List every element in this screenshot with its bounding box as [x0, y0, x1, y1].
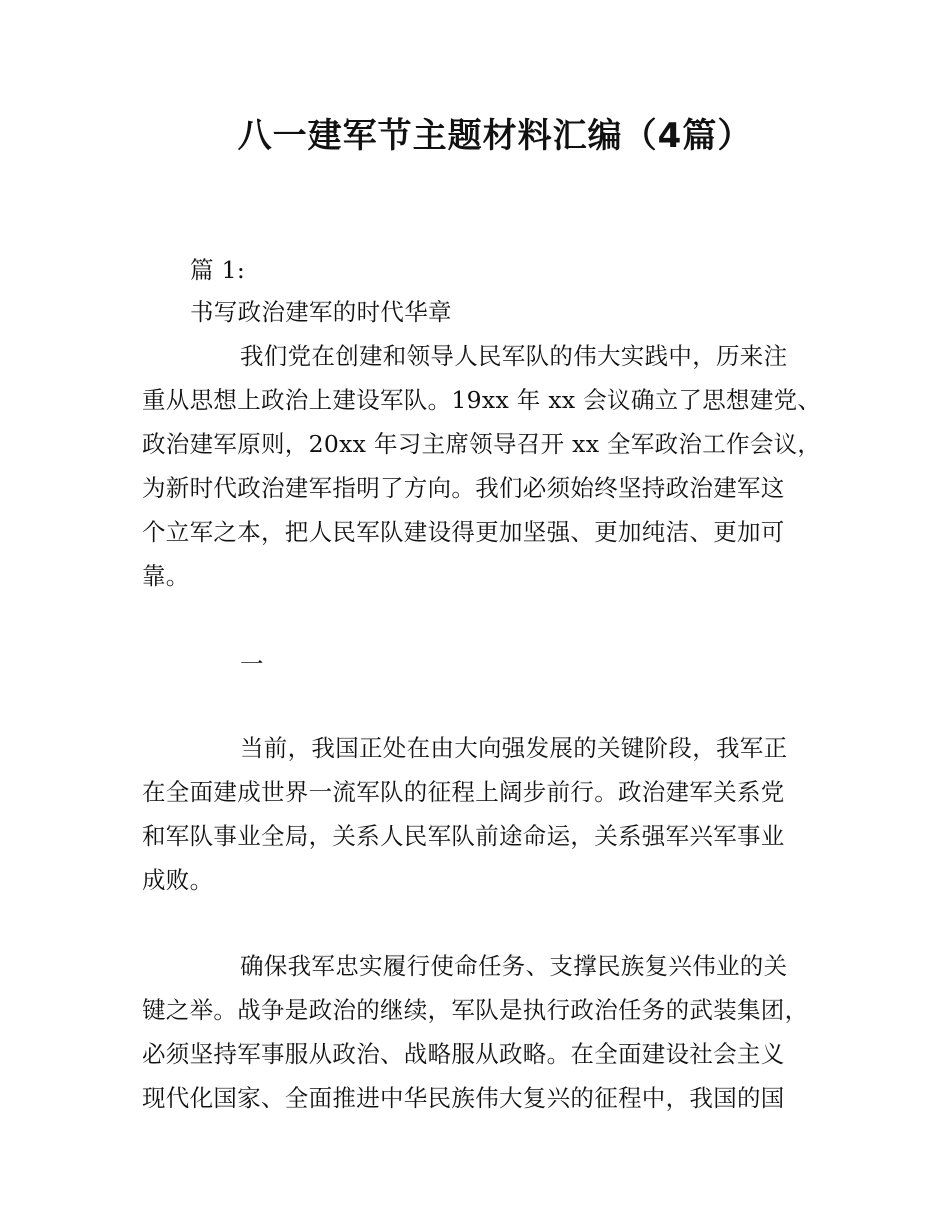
paragraph1-line: 靠。: [142, 562, 190, 590]
paragraph1-line: 政治建军原则，20xx 年习主席领导召开 xx 全军政治工作会议，: [142, 430, 822, 458]
paragraph2-line: 在全面建成世界一流军队的征程上阔步前行。政治建军关系党: [142, 778, 785, 806]
paragraph1-line: 我们党在创建和领导人民军队的伟大实践中，历来注: [240, 342, 788, 370]
article-title: 书写政治建军的时代华章: [190, 298, 452, 326]
paragraph2-line: 和军队事业全局，关系人民军队前途命运，关系强军兴军事业: [142, 822, 785, 850]
paragraph1-line: 重从思想上政治上建设军队。19xx 年 xx 会议确立了思想建党、: [142, 386, 822, 414]
paragraph3-line: 键之举。战争是政治的继续，军队是执行政治任务的武装集团，: [142, 996, 809, 1024]
document-title: 八一建军节主题材料汇编（4篇）: [237, 116, 753, 156]
paragraph2-line: 当前，我国正处在由大向强发展的关键阶段，我军正: [240, 734, 788, 762]
paragraph2-line: 成败。: [142, 866, 214, 894]
paragraph1-line: 为新时代政治建军指明了方向。我们必须始终坚持政治建军这: [142, 474, 785, 502]
section-marker: 一: [240, 650, 264, 678]
paragraph1-line: 个立军之本，把人民军队建设得更加坚强、更加纯洁、更加可: [142, 518, 785, 546]
paragraph3-line: 现代化国家、全面推进中华民族伟大复兴的征程中，我国的国: [142, 1084, 785, 1112]
paragraph3-line: 必须坚持军事服从政治、战略服从政略。在全面建设社会主义: [142, 1040, 785, 1068]
paragraph3-line: 确保我军忠实履行使命任务、支撑民族复兴伟业的关: [240, 952, 788, 980]
section-label: 篇 1:: [190, 256, 246, 284]
